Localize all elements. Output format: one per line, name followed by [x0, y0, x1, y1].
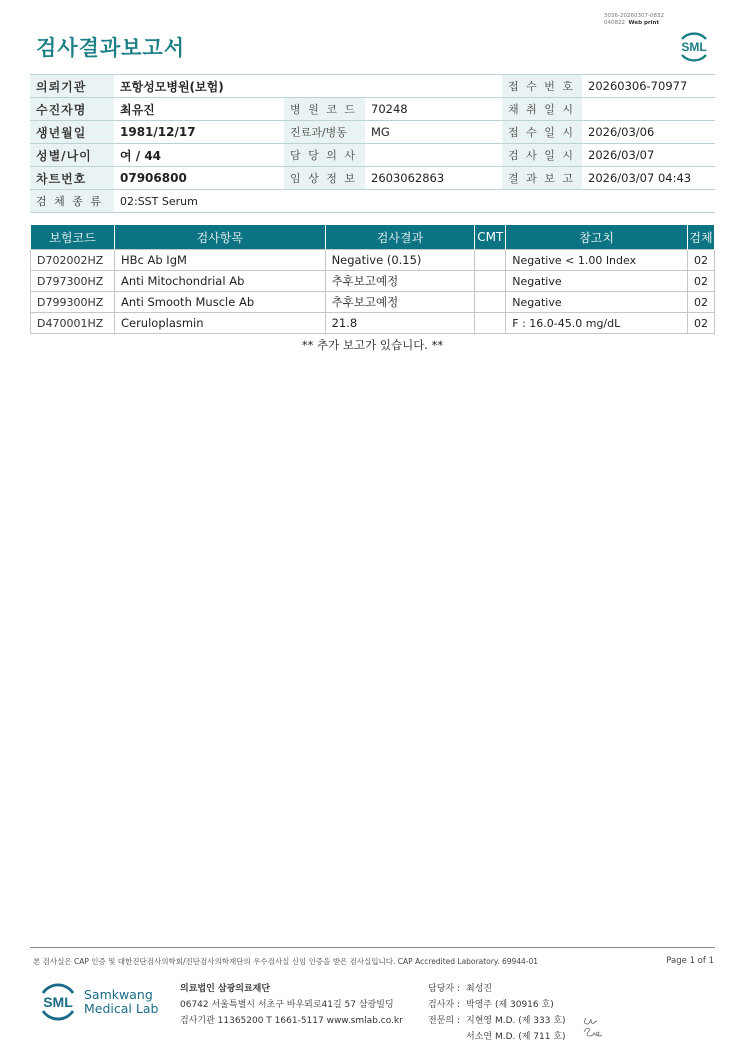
cell-reference: F : 16.0-45.0 mg/dL [506, 313, 688, 334]
cell-item: Anti Mitochondrial Ab [114, 271, 325, 292]
cell-result: 추후보고예정 [325, 292, 475, 313]
patient-info-table [30, 74, 715, 213]
value-hospital-code: 70248 [365, 98, 502, 121]
cell-code: D797300HZ [31, 271, 115, 292]
sml-logo-bottom-icon [36, 980, 80, 1024]
header-test-result: 검사결과 [325, 225, 475, 250]
value-birth-date: 1981/12/17 [114, 121, 284, 144]
cell-result: 21.8 [325, 313, 475, 334]
header-reference: 참고치 [506, 225, 688, 250]
info-row [30, 121, 715, 144]
print-id-line2: 040822 [604, 20, 625, 26]
table-row [31, 250, 715, 271]
label-test-date: 검 사 일 시 [502, 144, 582, 167]
company-name [84, 988, 158, 1016]
cell-reference: Negative < 1.00 Index [506, 250, 688, 271]
staff-row [428, 997, 566, 1013]
table-row [31, 313, 715, 334]
value-result-report: 2026/03/07 04:43 [582, 167, 715, 190]
cell-reference: Negative [506, 271, 688, 292]
cell-code: D799300HZ [31, 292, 115, 313]
value-requesting-institution: 포항성모병원(보험) [114, 75, 502, 98]
header-cmt: CMT [475, 225, 506, 250]
staff-role: 전문의 : [428, 1016, 460, 1026]
label-hospital-code: 병 원 코 드 [284, 98, 365, 121]
logo-bottom-text: SML [43, 994, 73, 1010]
cell-item: Ceruloplasmin [114, 313, 325, 334]
cell-item: Anti Smooth Muscle Ab [114, 292, 325, 313]
additional-report-note: ** 추가 보고가 있습니다. ** [301, 338, 444, 352]
value-sex-age: 여 / 44 [114, 144, 284, 167]
table-row [31, 271, 715, 292]
report-title: 검사결과보고서 [36, 36, 186, 60]
cell-item: HBc Ab IgM [114, 250, 325, 271]
staff-role [428, 1029, 466, 1045]
cell-result: 추후보고예정 [325, 271, 475, 292]
label-specimen-type: 검 체 종 류 [30, 190, 114, 213]
label-doctor: 담 당 의 사 [284, 144, 365, 167]
cell-cmt [475, 313, 506, 334]
cell-specimen: 02 [687, 250, 714, 271]
staff-name: 최성진 [466, 984, 493, 994]
page-number: Page 1 of 1 [666, 956, 714, 966]
cell-specimen: 02 [687, 292, 714, 313]
handwritten-signature-icon [580, 1010, 610, 1040]
value-specimen-type: 02:SST Serum [114, 190, 715, 213]
label-patient-name: 수진자명 [30, 98, 114, 121]
value-doctor [365, 144, 502, 167]
header-insurance-code: 보험코드 [31, 225, 115, 250]
label-requesting-institution: 의뢰기관 [30, 75, 114, 98]
footer-divider [30, 947, 715, 948]
organization-info [180, 981, 403, 1029]
label-receipt-date: 접 수 일 시 [502, 121, 582, 144]
label-clinical-info: 임 상 정 보 [284, 167, 365, 190]
org-name: 의료법인 삼광의료재단 [180, 984, 271, 994]
value-receipt-date: 2026/03/06 [582, 121, 715, 144]
staff-role: 검사자 : [428, 1000, 460, 1010]
staff-row [428, 1029, 566, 1045]
logo-top-text: SML [681, 40, 707, 54]
label-sex-age: 성별/나이 [30, 144, 114, 167]
value-collection-date [582, 98, 715, 121]
label-collection-date: 채 취 일 시 [502, 98, 582, 121]
cell-code: D470001HZ [31, 313, 115, 334]
value-department: MG [365, 121, 502, 144]
header-specimen: 검체 [687, 225, 714, 250]
value-receipt-number: 20260306-70977 [582, 75, 715, 98]
staff-name: 지현영 M.D. (제 333 호) [466, 1016, 566, 1026]
label-receipt-number: 접 수 번 호 [502, 75, 582, 98]
sml-logo-icon [674, 27, 714, 67]
value-patient-name: 최유진 [114, 98, 284, 121]
results-header-row [31, 225, 715, 250]
label-birth-date: 생년월일 [30, 121, 114, 144]
org-contact: 검사기관 11365200 T 1661-5117 www.smlab.co.kr [180, 1016, 403, 1026]
print-info [604, 13, 664, 27]
info-row [30, 98, 715, 121]
header-test-item: 검사항목 [114, 225, 325, 250]
print-id-line1: 3036-20260307-0832 [604, 13, 664, 19]
staff-name: 박영주 (제 30916 호) [466, 1000, 554, 1010]
value-test-date: 2026/03/07 [582, 144, 715, 167]
staff-role: 담당자 : [428, 984, 460, 994]
staff-row [428, 1013, 566, 1029]
label-result-report: 결 과 보 고 [502, 167, 582, 190]
company-line1: Samkwang [84, 987, 153, 1002]
cell-cmt [475, 250, 506, 271]
label-chart-number: 차트번호 [30, 167, 114, 190]
results-table [30, 225, 715, 334]
staff-row [428, 981, 566, 997]
staff-info [428, 981, 566, 1045]
value-chart-number: 07906800 [114, 167, 284, 190]
info-row [30, 75, 715, 98]
cell-specimen: 02 [687, 313, 714, 334]
label-department: 진료과/병동 [284, 121, 365, 144]
info-row [30, 167, 715, 190]
cell-code: D702002HZ [31, 250, 115, 271]
cell-cmt [475, 271, 506, 292]
info-row [30, 190, 715, 213]
org-address: 06742 서울특별시 서초구 바우뫼로41길 57 삼광빌딩 [180, 1000, 394, 1010]
info-row [30, 144, 715, 167]
print-label: Web print [628, 20, 660, 26]
staff-name: 서소연 M.D. (제 711 호) [466, 1032, 566, 1042]
certification-text: 본 검사실은 CAP 인증 및 대한진단검사의학회/진단검사의학재단의 우수검사실 신임 인증을 받은 검사실입니다. CAP Accredited Laboratory. 69944-01 [33, 957, 539, 966]
company-line2: Medical Lab [84, 1001, 159, 1016]
cell-specimen: 02 [687, 271, 714, 292]
cell-result: Negative (0.15) [325, 250, 475, 271]
cell-cmt [475, 292, 506, 313]
value-clinical-info: 2603062863 [365, 167, 502, 190]
table-row [31, 292, 715, 313]
cell-reference: Negative [506, 292, 688, 313]
